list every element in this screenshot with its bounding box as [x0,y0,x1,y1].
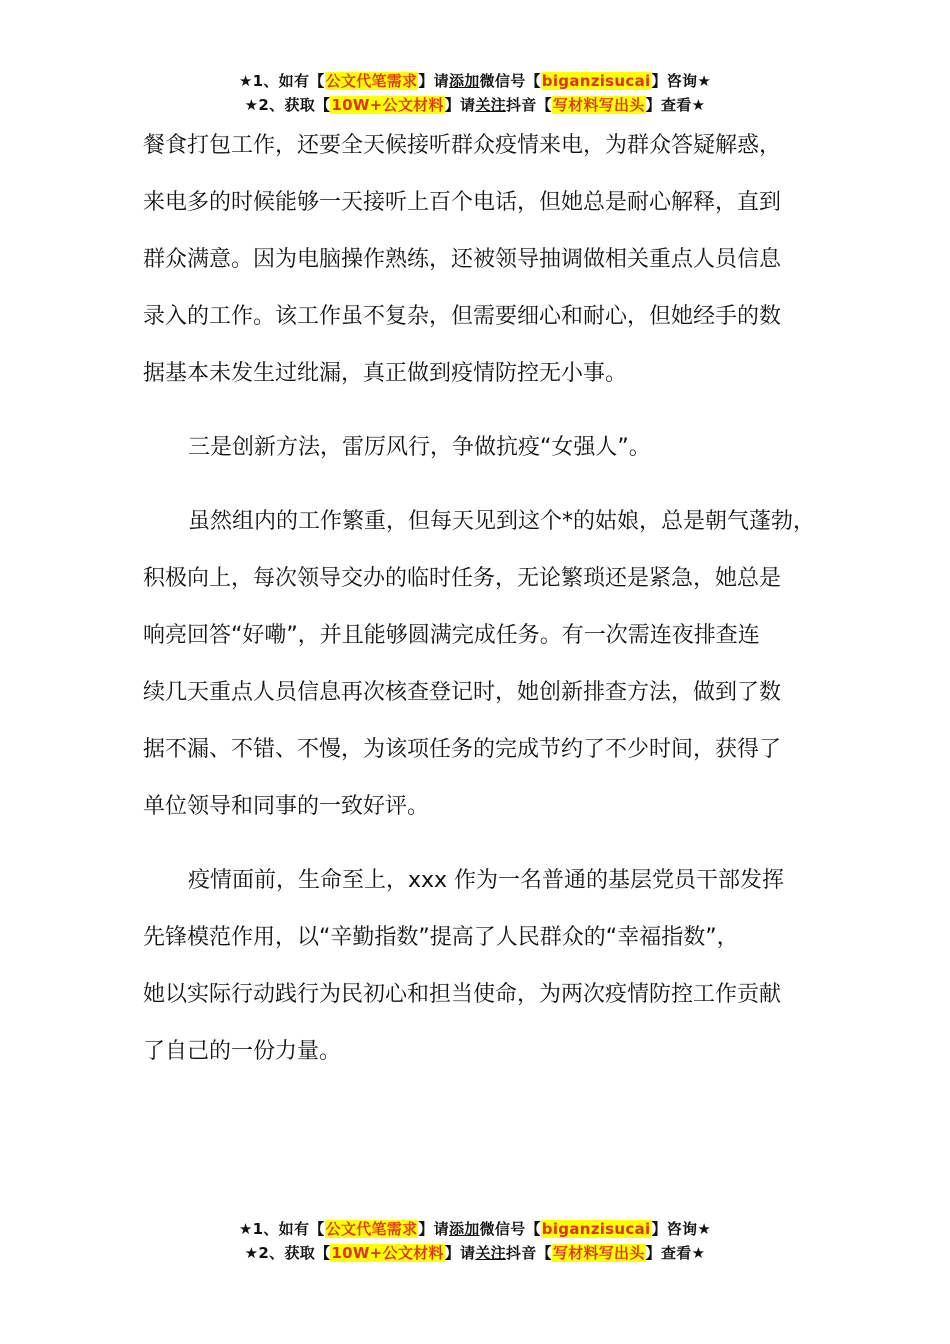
highlight-materials: 10W+公文材料 [331,96,444,114]
star-icon: ★ [691,1244,706,1262]
text-line: 先锋模范作用，以“辛勤指数”提高了人民群众的“幸福指数”， [143,925,739,950]
star-icon: ★ [244,1244,259,1262]
star-icon: ★ [691,96,706,114]
star-icon: ★ [238,72,253,90]
text-line: 据基本未发生过纰漏，真正做到疫情防控无小事。 [143,361,628,386]
highlight-douyin: 写材料写出头 [552,96,645,114]
banner-line-1: ★1、如有【公文代笔需求】请添加微信号【biganzisucai】咨询★ [238,72,712,90]
text-line: 她以实际行动践行为民初心和担当使命，为两次疫情防控工作贡献 [143,982,782,1007]
text-line: 虽然组内的工作繁重，但每天见到这个*的姑娘，总是朝气蓬勃， [188,509,816,534]
highlight-service: 公文代笔需求 [325,1220,418,1238]
document-body [143,117,843,1080]
text-line: 据不漏、不错、不慢，为该项任务的完成节约了不少时间，获得了 [143,737,782,762]
highlight-wechat-id: biganzisucai [541,72,651,90]
text-line: 录入的工作。该工作虽不复杂，但需要细心和耐心，但她经手的数 [143,304,782,329]
section-heading: 三是创新方法，雷厉风行，争做抗疫“女强人”。 [188,435,651,460]
header-banner [0,69,950,117]
text-line: 疫情面前，生命至上，xxx 作为一名普通的基层党员干部发挥 [188,868,785,893]
paragraph-3 [143,852,843,1080]
star-icon: ★ [244,96,259,114]
highlight-wechat-id: biganzisucai [541,1220,651,1238]
text-line: 群众满意。因为电脑操作熟练，还被领导抽调做相关重点人员信息 [143,247,782,272]
highlight-douyin: 写材料写出头 [552,1244,645,1262]
banner-line-1: ★1、如有【公文代笔需求】请添加微信号【biganzisucai】咨询★ [238,1220,712,1238]
star-icon: ★ [697,72,712,90]
text-line: 续几天重点人员信息再次核查登记时，她创新排查方法，做到了数 [143,680,782,705]
text-line: 积极向上，每次领导交办的临时任务，无论繁琐还是紧急，她总是 [143,566,782,591]
text-line: 了自己的一份力量。 [143,1039,342,1064]
paragraph-2 [143,493,843,835]
footer-banner [0,1217,950,1265]
text-line: 单位领导和同事的一致好评。 [143,794,430,819]
star-icon: ★ [697,1220,712,1238]
text-line: 响亮回答“好嘞”，并且能够圆满完成任务。有一次需连夜排查连 [143,623,760,648]
banner-line-2: ★2、获取【10W+公文材料】请关注抖音【写材料写出头】查看★ [244,1244,706,1262]
banner-line-2: ★2、获取【10W+公文材料】请关注抖音【写材料写出头】查看★ [244,96,706,114]
text-line: 餐食打包工作，还要全天候接听群众疫情来电，为群众答疑解惑， [143,133,782,158]
paragraph-1 [143,117,843,402]
text-line: 来电多的时候能够一天接听上百个电话，但她总是耐心解释，直到 [143,190,782,215]
highlight-service: 公文代笔需求 [325,72,418,90]
highlight-materials: 10W+公文材料 [331,1244,444,1262]
star-icon: ★ [238,1220,253,1238]
